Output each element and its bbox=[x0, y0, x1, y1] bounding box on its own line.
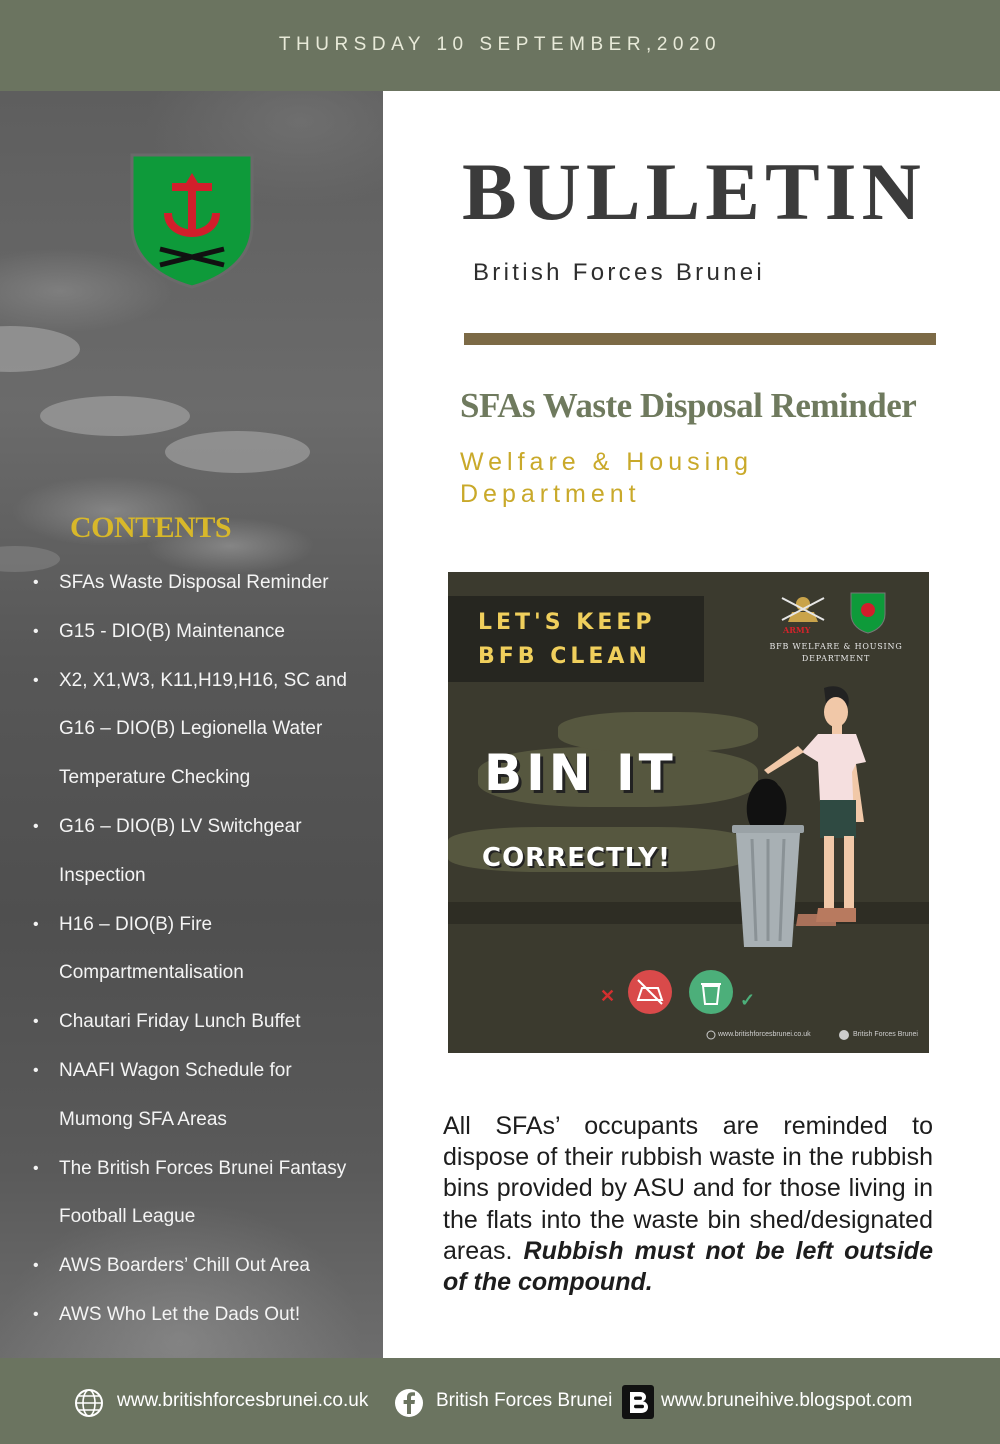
toc-item-continuation[interactable] bbox=[33, 852, 378, 901]
toc-item-label: G15 - DIO(B) Maintenance bbox=[59, 620, 285, 642]
poster-facebook: British Forces Brunei bbox=[853, 1031, 918, 1038]
slogan-line-1: LET'S KEEP bbox=[478, 610, 656, 635]
toc-item-continuation[interactable] bbox=[33, 1193, 378, 1242]
toc-item-continuation[interactable] bbox=[33, 705, 378, 754]
toc-item-label: The British Forces Brunei Fantasy bbox=[59, 1157, 347, 1179]
article-body-emphasis: Rubbish must not be left outside of the compound. bbox=[443, 1236, 933, 1297]
bullet: • bbox=[33, 1257, 39, 1275]
sidebar bbox=[0, 91, 383, 1358]
toc-item[interactable] bbox=[33, 608, 378, 657]
slogan-line-2: BFB CLEAN bbox=[478, 644, 651, 669]
title-divider bbox=[464, 333, 936, 345]
bulletin-title: BULLETIN bbox=[462, 146, 926, 237]
toc-item-label: G16 – DIO(B) Legionella Water bbox=[59, 718, 323, 740]
article-body bbox=[443, 1111, 933, 1298]
poster-department-line: DEPARTMENT bbox=[801, 654, 871, 663]
toc-item[interactable] bbox=[33, 901, 378, 950]
bullet: • bbox=[33, 1305, 39, 1323]
bullet: • bbox=[33, 915, 39, 933]
trash-bin-illustration bbox=[730, 777, 806, 952]
footer-bar bbox=[0, 1358, 1000, 1444]
article-department: Welfare & Housing Department bbox=[460, 448, 753, 508]
toc-item-label: Temperature Checking bbox=[59, 767, 251, 789]
facebook-icon bbox=[839, 1030, 849, 1040]
use-bin-icon bbox=[689, 970, 733, 1014]
bullet: • bbox=[33, 671, 39, 689]
toc-item-continuation[interactable] bbox=[33, 754, 378, 803]
regiment-crest-icon bbox=[130, 153, 254, 289]
toc-item-label: AWS Boarders’ Chill Out Area bbox=[59, 1255, 310, 1277]
bullet: • bbox=[33, 1013, 39, 1031]
toc-item-label: SFAs Waste Disposal Reminder bbox=[59, 572, 329, 593]
toc-item[interactable] bbox=[33, 803, 378, 852]
regiment-crest-icon bbox=[850, 592, 886, 634]
footer-blog-link[interactable]: www.bruneihive.blogspot.com bbox=[661, 1390, 913, 1411]
contents-list bbox=[33, 559, 378, 1340]
toc-item-label: X2, X1,W3, K11,H19,H16, SC and bbox=[59, 669, 347, 691]
toc-item-label: Compartmentalisation bbox=[59, 962, 244, 984]
article-body-text: All SFAs’ occupants are reminded to dispose of their rubbish waste in the rubbish bins provided by ASU and for those living in the flats into the waste bin shed/designated areas. bbox=[443, 1112, 933, 1265]
article-headline: SFAs Waste Disposal Reminder bbox=[460, 386, 917, 425]
toc-item-label: AWS Who Let the Dads Out! bbox=[59, 1303, 301, 1325]
toc-item-label: Chautari Friday Lunch Buffet bbox=[59, 1011, 301, 1033]
toc-item[interactable] bbox=[33, 1242, 378, 1291]
toc-item[interactable] bbox=[33, 998, 378, 1047]
photo-hat-shape bbox=[165, 431, 310, 473]
footer-facebook-link[interactable]: British Forces Brunei bbox=[436, 1390, 613, 1411]
toc-item[interactable] bbox=[33, 1145, 378, 1194]
slogan-box bbox=[448, 596, 704, 682]
issue-date: THURSDAY 10 SEPTEMBER,2020 bbox=[278, 34, 722, 55]
toc-item[interactable] bbox=[33, 559, 378, 608]
army-crest-icon bbox=[778, 590, 828, 628]
toc-item[interactable] bbox=[33, 1291, 378, 1340]
globe-icon bbox=[706, 1030, 716, 1040]
contents-heading: CONTENTS bbox=[70, 511, 232, 544]
toc-item-label: Football League bbox=[59, 1206, 196, 1228]
poster-website: www.britishforcesbrunei.co.uk bbox=[718, 1031, 811, 1038]
toc-item[interactable] bbox=[33, 1047, 378, 1096]
poster-headline: BIN IT bbox=[484, 744, 677, 802]
toc-item-continuation[interactable] bbox=[33, 949, 378, 998]
wrong-mark-icon: ✕ bbox=[600, 986, 616, 1006]
photo-hat-shape bbox=[40, 396, 190, 436]
bullet: • bbox=[33, 1061, 39, 1079]
toc-item[interactable] bbox=[33, 657, 378, 706]
bullet: • bbox=[33, 574, 39, 591]
toc-item-continuation[interactable] bbox=[33, 1096, 378, 1145]
army-label: ARMY bbox=[783, 625, 811, 635]
no-littering-icon bbox=[628, 970, 672, 1014]
poster-department bbox=[766, 641, 906, 665]
toc-item-label: NAAFI Wagon Schedule for bbox=[59, 1059, 292, 1081]
toc-item-label: Mumong SFA Areas bbox=[59, 1108, 227, 1130]
bullet: • bbox=[33, 817, 39, 835]
poster-department-line: BFB WELFARE & HOUSING bbox=[769, 642, 903, 651]
toc-item-label: H16 – DIO(B) Fire bbox=[59, 913, 213, 935]
top-banner bbox=[0, 0, 1000, 91]
toc-item-label: Inspection bbox=[59, 864, 146, 886]
photo-hat-shape bbox=[0, 326, 80, 372]
bullet: • bbox=[33, 1159, 39, 1177]
blogger-icon bbox=[622, 1385, 654, 1419]
campaign-poster bbox=[448, 572, 929, 1053]
facebook-icon bbox=[394, 1388, 424, 1418]
bullet: • bbox=[33, 622, 39, 640]
toc-item-label: G16 – DIO(B) LV Switchgear bbox=[59, 815, 302, 837]
globe-icon bbox=[74, 1388, 104, 1418]
footer-website-link[interactable]: www.britishforcesbrunei.co.uk bbox=[117, 1390, 369, 1411]
right-mark-icon: ✓ bbox=[740, 990, 756, 1010]
publication-subtitle: British Forces Brunei bbox=[473, 259, 766, 286]
poster-subheadline: CORRECTLY! bbox=[482, 843, 672, 873]
